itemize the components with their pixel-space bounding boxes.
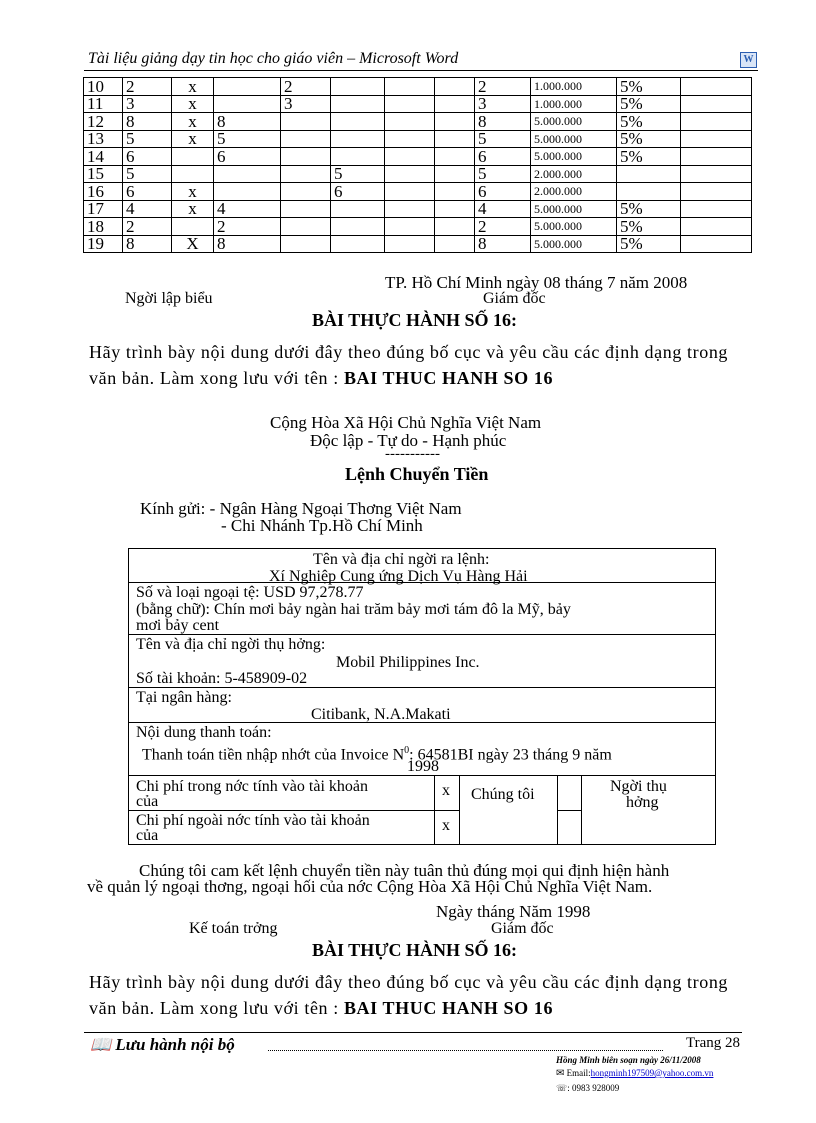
table-cell-e [385, 200, 435, 218]
director-label: Giám đốc [483, 290, 546, 307]
charged-to-beneficiary-line1: Ngời thụ [610, 778, 667, 795]
table-cell-g: 5 [475, 165, 531, 183]
table-cell-f [435, 165, 475, 183]
table-cell-amount: 5.000.000 [531, 113, 617, 131]
table-cell-stt: 16 [84, 183, 123, 201]
table-row [84, 113, 752, 131]
table-cell-c [281, 183, 331, 201]
national-motto: Độc lập - Tự do - Hạnh phúc [310, 431, 507, 450]
table-cell-d [331, 148, 385, 166]
table-cell-d [331, 235, 385, 253]
table-cell-f [435, 130, 475, 148]
table-cell-pct: 5% [617, 218, 681, 236]
bank-label: Tại ngân hàng: [136, 689, 232, 706]
table-cell-b: 6 [214, 148, 281, 166]
table-cell-a: 6 [123, 183, 172, 201]
amount-row [129, 583, 715, 635]
table-cell-stt: 19 [84, 235, 123, 253]
exercise-filename: BAI THUC HANH SO 16 [343, 368, 554, 388]
table-cell-g: 2 [475, 218, 531, 236]
table-row [84, 148, 752, 166]
table-cell-e [385, 235, 435, 253]
table-cell-c [281, 200, 331, 218]
table-cell-f [435, 200, 475, 218]
sign-date: Ngày tháng Năm 1998 [436, 902, 591, 921]
table-cell-c [281, 218, 331, 236]
table-cell-d [331, 95, 385, 113]
recipient-label: Kính gửi: [140, 499, 206, 518]
beneficiary-row [129, 635, 715, 688]
table-cell-stt: 15 [84, 165, 123, 183]
footer-dots [268, 1040, 663, 1051]
table-cell-b: 2 [214, 218, 281, 236]
charged-to-beneficiary-line2: hởng [626, 794, 659, 811]
fee-domestic-label2: của [136, 793, 159, 810]
exercise-instruction-line2: văn bản. Làm xong lưu với tên : BAI THUC HANH SO 16 [89, 368, 554, 388]
amount-words-line1: (bằng chữ): Chín mơi bảy ngàn hai trăm bảy mơi tám đô la Mỹ, bảy [136, 601, 571, 618]
table-cell-f [435, 218, 475, 236]
table-cell-amount: 1.000.000 [531, 95, 617, 113]
table-cell-d [331, 113, 385, 131]
table-cell-h [681, 130, 752, 148]
table-cell-h [681, 113, 752, 131]
table-cell-f [435, 235, 475, 253]
fee-domestic-mark: x [442, 782, 450, 799]
payment-content-line1: Thanh toán tiền nhập nhớt của Invoice $N^0$: 64581BI ngày 23 tháng 9 năm [142, 745, 612, 764]
fees-row [129, 776, 715, 844]
table-cell-amount: 2.000.000 [531, 183, 617, 201]
bank-value: Citibank, N.A.Makati [311, 706, 451, 723]
table-cell-x: x [172, 130, 214, 148]
table-cell-c [281, 235, 331, 253]
table-row [84, 130, 752, 148]
table-cell-stt: 17 [84, 200, 123, 218]
table-cell-h [681, 218, 752, 236]
table-row [84, 95, 752, 113]
recipient-bank: - Ngân Hàng Ngoại Thơng Việt Nam [209, 499, 462, 518]
footer-phone: ☏: 0983 928009 [556, 1083, 620, 1093]
table-cell-amount: 5.000.000 [531, 235, 617, 253]
mail-icon: ✉ [556, 1068, 565, 1079]
table-cell-c [281, 165, 331, 183]
footer-divider [84, 1032, 742, 1033]
charged-to-us: Chúng tôi [471, 786, 535, 803]
table-cell-d [331, 130, 385, 148]
table-cell-x: x [172, 183, 214, 201]
footer-author: Hồng Minh biên soạn ngày 26/11/2008 [556, 1055, 701, 1065]
table-cell-e [385, 148, 435, 166]
table-cell-e [385, 130, 435, 148]
table-row [84, 78, 752, 96]
table-cell-amount: 5.000.000 [531, 148, 617, 166]
table-cell-h [681, 235, 752, 253]
table-cell-d [331, 78, 385, 96]
table-cell-h [681, 183, 752, 201]
table-cell-e [385, 183, 435, 201]
table-cell-a: 3 [123, 95, 172, 113]
table-cell-d [331, 218, 385, 236]
table-cell-x: x [172, 200, 214, 218]
exercise2-filename: BAI THUC HANH SO 16 [343, 998, 554, 1018]
table-cell-e [385, 95, 435, 113]
table-cell-e [385, 165, 435, 183]
table-cell-x [172, 218, 214, 236]
table-cell-g: 5 [475, 130, 531, 148]
table-cell-c [281, 148, 331, 166]
table-cell-x [172, 165, 214, 183]
table-cell-b: 8 [214, 235, 281, 253]
table-cell-f [435, 148, 475, 166]
table-cell-pct: 5% [617, 95, 681, 113]
commitment-line2: về quản lý ngoại thơng, ngoại hối của nớc Cộng Hòa Xã Hội Chủ Nghĩa Việt Nam. [87, 877, 653, 896]
fee-foreign-mark: x [442, 817, 450, 834]
exercise-title-2: BÀI THỰC HÀNH SỐ 16: [312, 940, 518, 960]
motto-separator: ----------- [385, 446, 440, 462]
table-cell-pct: 5% [617, 130, 681, 148]
table-cell-x: x [172, 78, 214, 96]
table-cell-c [281, 130, 331, 148]
accountant-label: Kế toán trởng [189, 920, 278, 937]
table-cell-amount: 5.000.000 [531, 200, 617, 218]
table-cell-stt: 14 [84, 148, 123, 166]
table-cell-g: 3 [475, 95, 531, 113]
payment-content-label: Nội dung thanh toán: [136, 724, 272, 741]
table-row [84, 235, 752, 253]
table-cell-h [681, 148, 752, 166]
email-link[interactable]: hongminh197509@yahoo.com.vn [590, 1068, 714, 1078]
table-cell-a: 6 [123, 148, 172, 166]
book-icon: 📖 [90, 1035, 112, 1054]
word-icon: W [740, 52, 757, 68]
place-date: TP. Hồ Chí Minh ngày 08 tháng 7 năm 2008 [385, 273, 688, 292]
table-cell-g: 8 [475, 235, 531, 253]
country-name: Cộng Hòa Xã Hội Chủ Nghĩa Việt Nam [270, 413, 542, 432]
data-table [83, 77, 752, 253]
table-cell-d: 5 [331, 165, 385, 183]
table-cell-b [214, 78, 281, 96]
table-cell-a: 8 [123, 235, 172, 253]
table-cell-b [214, 165, 281, 183]
beneficiary-label: Tên và địa chỉ ngời thụ hởng: [136, 636, 326, 653]
table-cell-e [385, 113, 435, 131]
table-cell-a: 8 [123, 113, 172, 131]
table-cell-amount: 5.000.000 [531, 130, 617, 148]
table-cell-a: 4 [123, 200, 172, 218]
document-header-title: Tài liệu giảng dạy tin học cho giáo viên – Microsoft Word [88, 50, 459, 67]
fee-domestic-label: Chi phí trong nớc tính vào tài khoản [136, 778, 368, 795]
table-cell-a: 5 [123, 165, 172, 183]
fee-foreign-label: Chi phí ngoài nớc tính vào tài khoản [136, 812, 370, 829]
table-cell-c: 3 [281, 95, 331, 113]
transfer-form [128, 548, 716, 845]
commitment-line1: Chúng tôi cam kết lệnh chuyển tiền này tuân thủ đúng mọi qui định hiện hành [139, 861, 670, 880]
exercise2-instruction-line2: văn bản. Làm xong lưu với tên : BAI THUC HANH SO 16 [89, 998, 554, 1018]
fee-foreign-label2: của [136, 827, 159, 844]
account-number: Số tài khoản: 5-458909-02 [136, 670, 308, 687]
table-cell-b [214, 183, 281, 201]
table-cell-h [681, 200, 752, 218]
table-cell-g: 6 [475, 148, 531, 166]
table-cell-pct: 5% [617, 113, 681, 131]
table-row [84, 218, 752, 236]
amount-words-line2: mơi bảy cent [136, 617, 220, 634]
table-cell-d [331, 200, 385, 218]
payment-content-line2: 1998 [407, 758, 439, 775]
table-cell-x [172, 148, 214, 166]
exercise-instruction-line1: Hãy trình bày nội dung dưới đây theo đúng bố cục và yêu cầu các định dạng trong [89, 342, 729, 362]
table-cell-h [681, 165, 752, 183]
table-cell-stt: 11 [84, 95, 123, 113]
table-cell-c [281, 113, 331, 131]
table-cell-pct: 5% [617, 200, 681, 218]
table-cell-stt: 10 [84, 78, 123, 96]
table-cell-g: 6 [475, 183, 531, 201]
table-row [84, 165, 752, 183]
table-cell-pct: 5% [617, 78, 681, 96]
table-cell-g: 4 [475, 200, 531, 218]
orderer-value: Xí Nghiệp Cung ứng Dịch Vụ Hàng Hải [269, 568, 528, 585]
amount-line: Số và loại ngoại tệ: USD 97,278.77 [136, 584, 364, 601]
exercise-title: BÀI THỰC HÀNH SỐ 16: [312, 310, 518, 330]
table-cell-amount: 1.000.000 [531, 78, 617, 96]
table-cell-f [435, 113, 475, 131]
table-cell-d: 6 [331, 183, 385, 201]
table-cell-g: 2 [475, 78, 531, 96]
table-cell-stt: 12 [84, 113, 123, 131]
table-cell-a: 2 [123, 218, 172, 236]
letter-title: Lệnh Chuyển Tiền [345, 464, 489, 484]
table-cell-a: 5 [123, 130, 172, 148]
table-cell-b [214, 95, 281, 113]
table-cell-pct [617, 183, 681, 201]
orderer-row [129, 549, 715, 583]
table-cell-stt: 13 [84, 130, 123, 148]
table-cell-b: 8 [214, 113, 281, 131]
footer-internal: 📖 Lưu hành nội bộ [90, 1035, 235, 1054]
table-cell-pct: 5% [617, 235, 681, 253]
table-cell-e [385, 78, 435, 96]
table-cell-pct [617, 165, 681, 183]
table-cell-x: X [172, 235, 214, 253]
table-cell-a: 2 [123, 78, 172, 96]
table-cell-x: x [172, 95, 214, 113]
table-cell-f [435, 78, 475, 96]
table-row [84, 200, 752, 218]
bank-row [129, 688, 715, 723]
phone-icon: ☏ [556, 1083, 568, 1093]
table-cell-h [681, 95, 752, 113]
table-cell-c: 2 [281, 78, 331, 96]
table-cell-b: 5 [214, 130, 281, 148]
table-cell-e [385, 218, 435, 236]
orderer-label: Tên và địa chỉ ngời ra lệnh: [313, 551, 490, 568]
director-label-2: Giám đốc [491, 920, 554, 937]
header-divider [84, 70, 758, 71]
table-cell-g: 8 [475, 113, 531, 131]
payment-content-row [129, 723, 715, 776]
table-cell-x: x [172, 113, 214, 131]
table-cell-amount: 5.000.000 [531, 218, 617, 236]
preparer-label: Ngời lập biểu [125, 290, 213, 307]
table-row [84, 183, 752, 201]
table-cell-h [681, 78, 752, 96]
table-cell-f [435, 95, 475, 113]
exercise2-instruction-line1: Hãy trình bày nội dung dưới đây theo đúng bố cục và yêu cầu các định dạng trong [89, 972, 729, 992]
recipient-branch: - Chi Nhánh Tp.Hồ Chí Minh [221, 516, 423, 535]
page-number: Trang 28 [686, 1035, 741, 1051]
beneficiary-value: Mobil Philippines Inc. [336, 654, 480, 671]
footer-email: ✉ Email:hongminh197509@yahoo.com.vn [556, 1068, 714, 1079]
table-cell-b: 4 [214, 200, 281, 218]
table-cell-stt: 18 [84, 218, 123, 236]
table-cell-pct: 5% [617, 148, 681, 166]
table-cell-f [435, 183, 475, 201]
table-cell-amount: 2.000.000 [531, 165, 617, 183]
